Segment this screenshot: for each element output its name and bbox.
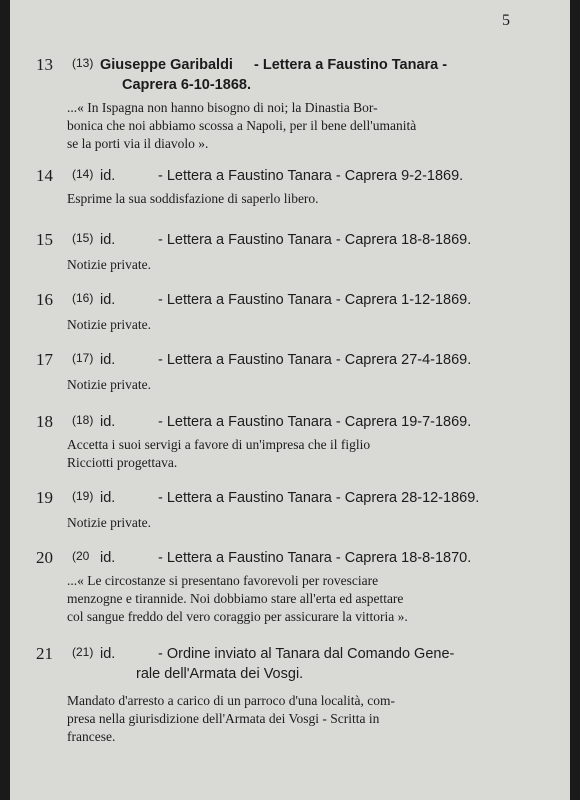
entry-ref: (13) bbox=[72, 56, 94, 70]
body-line: bonica che noi abbiamo scossa a Napoli, per il bene dell'umanità bbox=[67, 118, 417, 133]
entry-title: - Ordine inviato al Tanara dal Comando Gene- bbox=[158, 646, 455, 662]
entry-title: - Lettera a Faustino Tanara - Caprera 28-12-1869. bbox=[158, 490, 480, 506]
entry-title: - Lettera a Faustino Tanara - Caprera 27-4-1869. bbox=[158, 352, 472, 368]
body-line: Notizie private. bbox=[67, 377, 151, 392]
body-line: se la porti via il diavolo ». bbox=[67, 136, 209, 151]
body-line: Notizie private. bbox=[67, 317, 151, 332]
entry-body bbox=[67, 316, 555, 334]
entry-number: 20 bbox=[36, 548, 53, 567]
entry-ref: (16) bbox=[72, 291, 94, 305]
entry-author: id. bbox=[100, 414, 116, 430]
entry-ref: (21) bbox=[72, 645, 94, 659]
document-page bbox=[10, 0, 570, 800]
entry-ref: (20 bbox=[72, 549, 90, 563]
entry-number: 16 bbox=[36, 290, 53, 309]
entry-number: 21 bbox=[36, 644, 53, 663]
entry-number: 19 bbox=[36, 488, 53, 507]
entry-title-cont: Caprera 6-10-1868. bbox=[122, 77, 251, 93]
entry-body bbox=[67, 692, 555, 746]
entry-body bbox=[67, 376, 555, 394]
entry-number: 18 bbox=[36, 412, 53, 431]
body-line: Ricciotti progettava. bbox=[67, 455, 178, 470]
page-number: 5 bbox=[502, 12, 510, 29]
entry-author: id. bbox=[100, 646, 116, 662]
entry-author: id. bbox=[100, 232, 116, 248]
body-line: Accetta i suoi servigi a favore di un'impresa che il figlio bbox=[67, 437, 371, 452]
body-line: Mandato d'arresto a carico di un parroco d'una località, com- bbox=[67, 693, 395, 708]
entry-body bbox=[67, 572, 555, 626]
entry-number: 13 bbox=[36, 55, 53, 74]
entry-body bbox=[67, 99, 555, 153]
body-line: Notizie private. bbox=[67, 515, 151, 530]
entry-author: id. bbox=[100, 292, 116, 308]
entry-author: id. bbox=[100, 168, 116, 184]
entry-author: id. bbox=[100, 352, 116, 368]
entry-number: 15 bbox=[36, 230, 53, 249]
body-line: col sangue freddo del vero coraggio per assicurare la vittoria ». bbox=[67, 609, 408, 624]
entry-body bbox=[67, 436, 555, 472]
body-line: menzogne e tirannide. Noi dobbiamo stare all'erta ed aspettare bbox=[67, 591, 404, 606]
entry-body bbox=[67, 190, 555, 208]
entry-ref: (18) bbox=[72, 413, 94, 427]
entry-title: - Lettera a Faustino Tanara - Caprera 18-8-1869. bbox=[158, 232, 472, 248]
entry-ref: (17) bbox=[72, 351, 94, 365]
body-line: ...« Le circostanze si presentano favorevoli per rovesciare bbox=[67, 573, 379, 588]
entry-ref: (15) bbox=[72, 231, 94, 245]
body-line: Esprime la sua soddisfazione di saperlo libero. bbox=[67, 191, 319, 206]
entry-author: Giuseppe Garibaldi bbox=[100, 57, 233, 73]
entry-title: - Lettera a Faustino Tanara - Caprera 9-2-1869. bbox=[158, 168, 464, 184]
body-line: Notizie private. bbox=[67, 257, 151, 272]
entry-title: - Lettera a Faustino Tanara - Caprera 1-12-1869. bbox=[158, 292, 472, 308]
body-line: francese. bbox=[67, 729, 116, 744]
entry-number: 17 bbox=[36, 350, 53, 369]
body-line: presa nella giurisdizione dell'Armata dei Vosgi - Scritta in bbox=[67, 711, 380, 726]
body-line: ...« In Ispagna non hanno bisogno di noi; la Dinastia Bor- bbox=[67, 100, 378, 115]
entry-title: - Lettera a Faustino Tanara - bbox=[254, 57, 448, 73]
entry-title: - Lettera a Faustino Tanara - Caprera 19-7-1869. bbox=[158, 414, 472, 430]
entry-author: id. bbox=[100, 490, 116, 506]
entry-title: - Lettera a Faustino Tanara - Caprera 18-8-1870. bbox=[158, 550, 472, 566]
entry-body bbox=[67, 256, 555, 274]
entry-ref: (14) bbox=[72, 167, 94, 181]
entry-author: id. bbox=[100, 550, 116, 566]
entry-ref: (19) bbox=[72, 489, 94, 503]
entry-number: 14 bbox=[36, 166, 53, 185]
entry-body bbox=[67, 514, 555, 532]
entry-title-cont: rale dell'Armata dei Vosgi. bbox=[136, 666, 304, 682]
